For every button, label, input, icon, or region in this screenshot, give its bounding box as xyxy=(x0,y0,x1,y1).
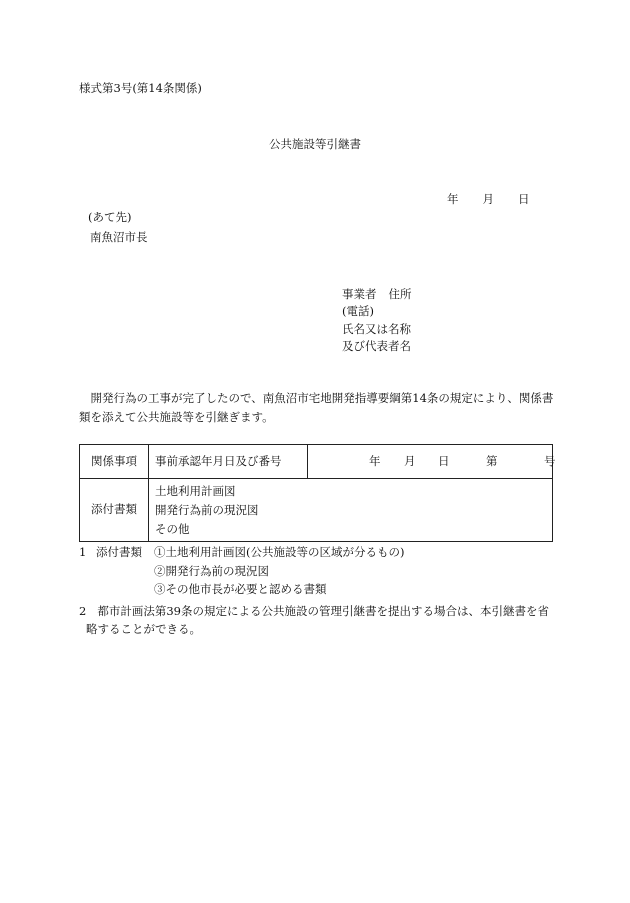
date-day: 日 xyxy=(518,192,530,206)
note-1-line xyxy=(79,546,559,565)
note-1-label: 添付書類 xyxy=(96,545,142,559)
note-1-number: 1 xyxy=(79,545,87,559)
approval-label: 事前承認年月日及び番号 xyxy=(149,445,308,479)
approval-day: 日 xyxy=(438,454,450,468)
phone-label: (電話) xyxy=(342,304,374,319)
date-year: 年 xyxy=(447,192,459,206)
date-line xyxy=(447,193,530,207)
approval-date-number-cell[interactable] xyxy=(308,445,556,479)
note-1-item: ③その他市長が必要と認める書類 xyxy=(154,582,327,596)
form-number: 様式第3号(第14条関係) xyxy=(79,81,202,95)
note-2-number: 2 xyxy=(79,603,87,618)
note-2-text-continued: 略することができる。 xyxy=(86,622,201,636)
note-2 xyxy=(79,602,559,639)
attachments-list-cell xyxy=(149,479,553,542)
addressee: 南魚沼市長 xyxy=(90,230,148,244)
approval-go: 号 xyxy=(544,454,556,468)
address-label: 住所 xyxy=(388,287,412,301)
form-table xyxy=(79,444,556,542)
applicant-block xyxy=(342,288,412,357)
attachment-item: その他 xyxy=(155,521,190,536)
representative-label: 及び代表者名 xyxy=(342,338,411,353)
attachment-item: 土地利用計画図 xyxy=(155,483,236,498)
approval-dai: 第 xyxy=(486,454,498,468)
note-2-text: 都市計画法第39条の規定による公共施設の管理引継書を提出する場合は、本引継書を省 xyxy=(97,603,549,618)
table-row-attachments xyxy=(80,479,553,542)
notes xyxy=(79,546,559,639)
attachment-item: 開発行為前の現況図 xyxy=(155,502,259,517)
body-paragraph: 開発行為の工事が完了したので、南魚沼市宅地開発指導要綱第14条の規定により、関係書類を添えて公共施設等を引継ぎます。 xyxy=(79,391,554,424)
name-label: 氏名又は名称 xyxy=(342,321,411,336)
attachments-header: 添付書類 xyxy=(80,479,149,542)
note-1-item: ②開発行為前の現況図 xyxy=(154,563,269,578)
related-matters-header: 関係事項 xyxy=(80,445,149,479)
document-title: 公共施設等引継書 xyxy=(269,137,361,151)
addressee-prefix: (あて先) xyxy=(88,210,132,224)
note-1-line xyxy=(79,583,559,602)
table-row-related-matters xyxy=(80,445,553,479)
date-month: 月 xyxy=(482,192,494,206)
applicant-role: 事業者 xyxy=(342,287,377,301)
body-text xyxy=(79,389,554,427)
note-1-item: ①土地利用計画図(公共施設等の区域が分るもの) xyxy=(154,545,405,559)
note-1-line xyxy=(79,565,559,584)
approval-month: 月 xyxy=(404,454,416,468)
approval-year: 年 xyxy=(369,454,381,468)
